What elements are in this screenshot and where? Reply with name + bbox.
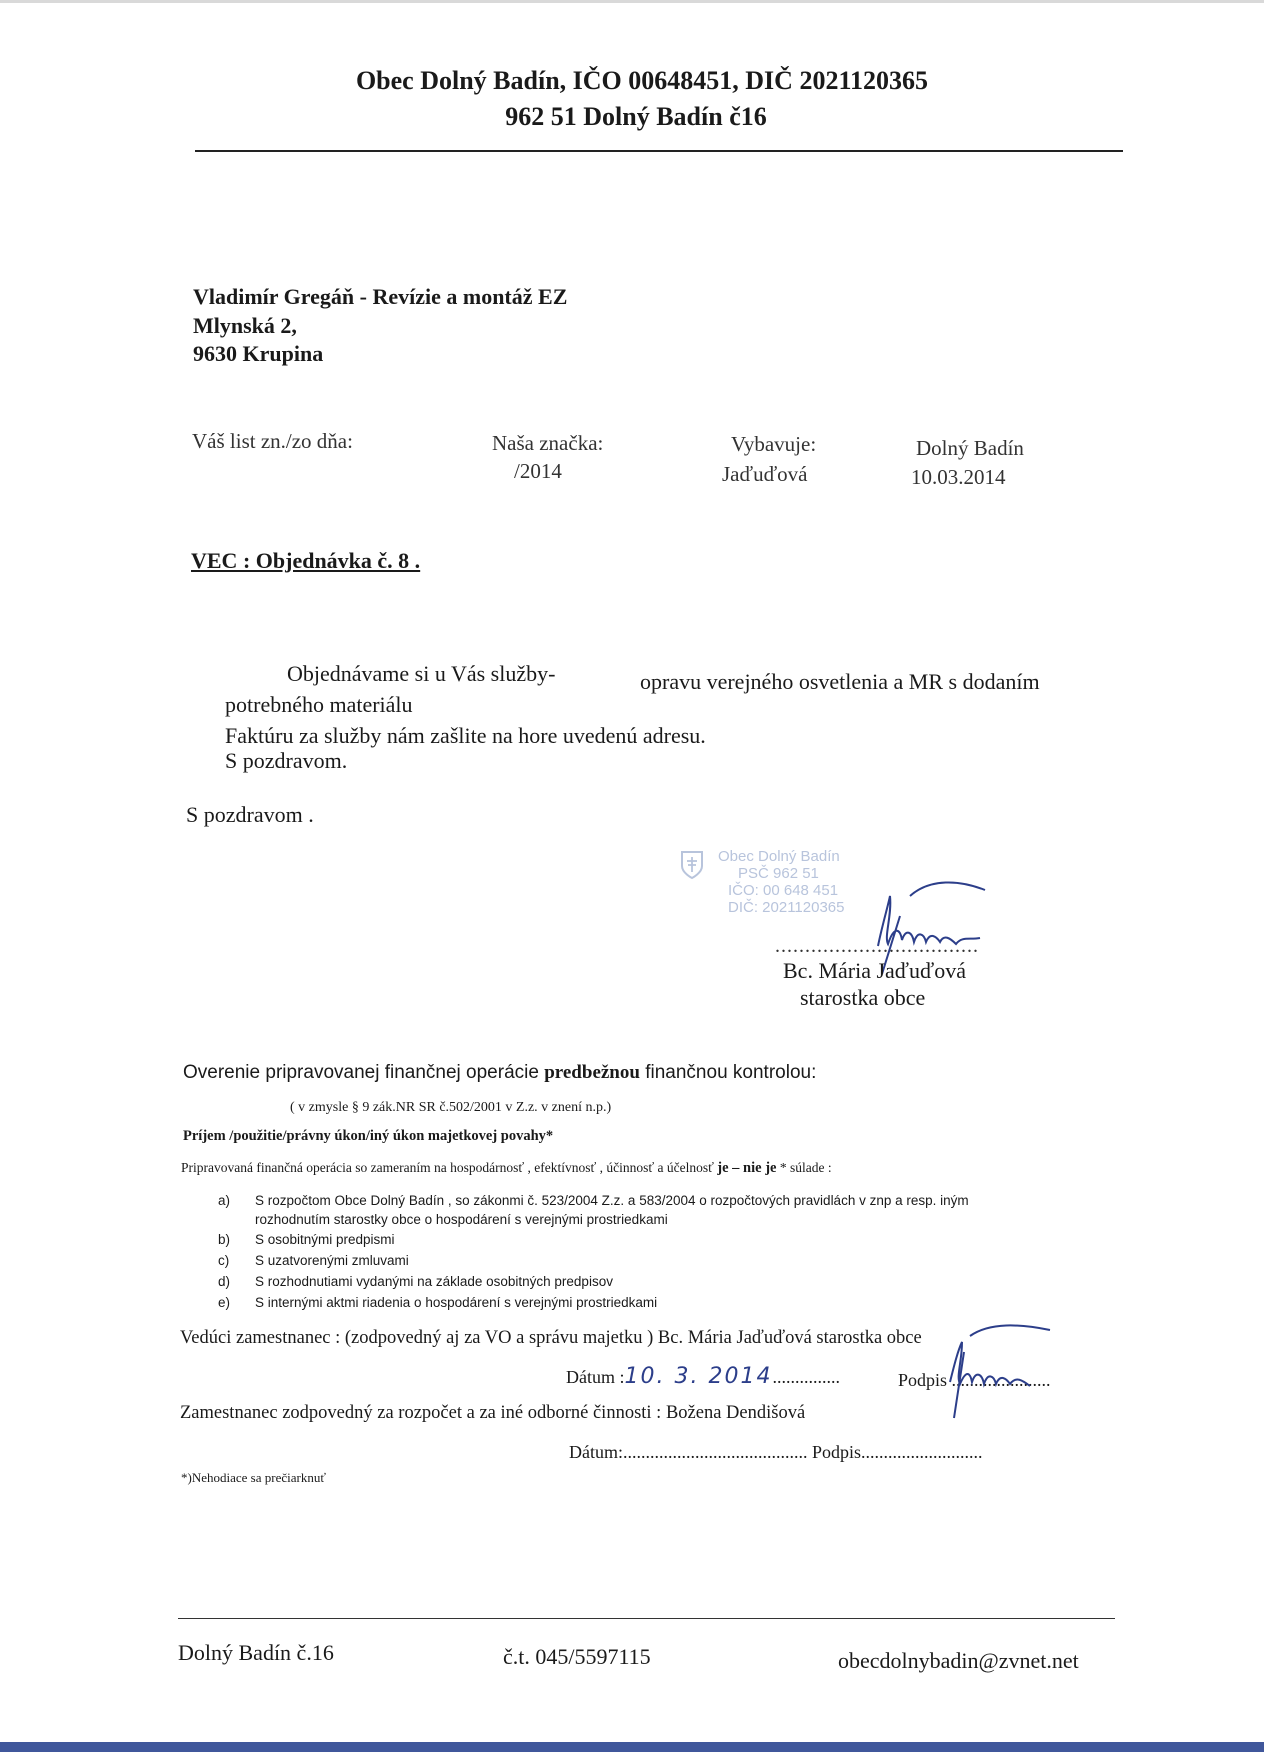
- stamp-line-1: Obec Dolný Badín: [718, 848, 840, 865]
- body-line1-end: opravu verejného osvetlenia a MR s dodaním: [640, 669, 1040, 694]
- control-heading-a: Overenie pripravovanej finančnej operácie: [183, 1062, 539, 1083]
- stamp-line-4: DIČ: 2021120365: [728, 899, 845, 916]
- body-line3: Faktúru za služby nám zašlite na hore uvedenú adresu.: [225, 723, 706, 748]
- recipient-city: 9630 Krupina: [193, 341, 324, 366]
- closing-greeting: S pozdravom .: [186, 802, 314, 827]
- our-ref-label: Naša značka:: [492, 431, 604, 455]
- header-divider: [195, 150, 1123, 152]
- your-letter-label: Váš list zn./zo dňa:: [192, 429, 353, 453]
- body-line4: S pozdravom.: [225, 748, 348, 773]
- prepared-operation-line: [181, 1160, 1181, 1177]
- scan-bottom-edge: [0, 1742, 1264, 1752]
- footer-divider: [178, 1618, 1115, 1619]
- prepared-b: je – nie je: [717, 1160, 777, 1176]
- body-line2: potrebného materiálu: [225, 692, 413, 717]
- list-letter: b): [218, 1232, 231, 1247]
- sign-label-1: Podpis: [898, 1370, 948, 1390]
- list-text: S rozhodnutiami vydanými na základe osobitných predpisov: [255, 1274, 613, 1289]
- scan-top-edge: [0, 0, 1264, 3]
- date-dots-2: .........................................: [623, 1442, 808, 1462]
- letterhead-title: Obec Dolný Badín, IČO 00648451, DIČ 2021120365: [355, 66, 929, 95]
- list-text: S rozpočtom Obce Dolný Badín , so zákonmi č. 523/2004 Z.z. a 583/2004 o rozpočtových pravidlách v znp a resp. iným: [255, 1193, 969, 1208]
- date-dots-1: ...............: [772, 1367, 840, 1387]
- footnote: *)Nehodiace sa prečiarknuť: [181, 1470, 326, 1485]
- stamp-line-3: IČO: 00 648 451: [728, 882, 839, 899]
- prepared-a: Pripravovaná finančná operácia so zameraním na hospodárnosť , efektívnosť , účinnosť a účelnosť: [181, 1160, 714, 1175]
- handled-by-label: Vybavuje:: [731, 432, 817, 456]
- list-letter: e): [218, 1295, 231, 1310]
- letterhead-address: 962 51 Dolný Badín č16: [505, 102, 767, 131]
- prepared-c: * súlade :: [779, 1160, 832, 1175]
- date-label-2: Dátum:: [569, 1442, 623, 1462]
- control-heading-c: finančnou kontrolou:: [645, 1062, 817, 1083]
- footer-email: obecdolnybadin@zvnet.net: [838, 1648, 1079, 1673]
- coat-of-arms-icon: [680, 850, 704, 880]
- law-reference: ( v zmysle § 9 zák.NR SR č.502/2001 v Z.z. v znení n.p.): [290, 1100, 612, 1115]
- list-text: S osobitnými predpismi: [255, 1232, 395, 1247]
- signatory-title: starostka obce: [800, 985, 926, 1010]
- list-text-continuation: rozhodnutím starostky obce o hospodárení s verejnými prostriedkami: [255, 1212, 668, 1227]
- letter-place: Dolný Badín: [916, 436, 1024, 460]
- body-line1-start: Objednávame si u Vás služby-: [287, 661, 556, 686]
- handwritten-date: 10. 3. 2014: [624, 1364, 773, 1389]
- sign-label-2: Podpis: [812, 1442, 862, 1462]
- signature-dotted-line: ..................................: [775, 935, 979, 957]
- footer-phone: č.t. 045/5597115: [503, 1644, 651, 1669]
- sign-dots-1: ......................: [951, 1370, 1051, 1390]
- date-row-1: [566, 1364, 840, 1389]
- control-heading: [183, 1062, 1183, 1084]
- responsible-manager: Vedúci zamestnanec : (zodpovedný aj za VO a správu majetku ) Bc. Mária Jaďuďová starostka obce: [180, 1328, 922, 1348]
- date-label-1: Dátum :: [566, 1367, 625, 1387]
- list-letter: d): [218, 1274, 231, 1289]
- signatory-name: Bc. Mária Jaďuďová: [783, 958, 967, 983]
- list-letter: c): [218, 1253, 230, 1268]
- stamp-line-2: PSČ 962 51: [738, 865, 819, 882]
- footer-address: Dolný Badín č.16: [178, 1640, 334, 1665]
- handled-by-value: Jaďuďová: [722, 462, 808, 486]
- list-text: S internými aktmi riadenia o hospodárení s verejnými prostriedkami: [255, 1295, 658, 1310]
- recipient-name: Vladimír Gregáň - Revízie a montáž EZ: [193, 284, 568, 309]
- income-line: Príjem /použitie/právny úkon/iný úkon majetkovej povahy*: [183, 1128, 554, 1144]
- control-heading-bold: predbežnou: [544, 1062, 640, 1083]
- list-letter: a): [218, 1193, 231, 1208]
- our-ref-value: /2014: [514, 459, 562, 483]
- recipient-street: Mlynská 2,: [193, 313, 297, 338]
- sign-dots-2: ...........................: [861, 1442, 983, 1462]
- letter-date: 10.03.2014: [911, 465, 1006, 489]
- list-text: S uzatvorenými zmluvami: [255, 1253, 409, 1268]
- letter-subject: VEC : Objednávka č. 8 .: [191, 548, 421, 573]
- budget-employee: Zamestnanec zodpovedný za rozpočet a za iné odborné činnosti : Božena Dendišová: [180, 1403, 806, 1423]
- handwritten-signature-2: [940, 1322, 1060, 1422]
- date-row-2: [569, 1442, 983, 1463]
